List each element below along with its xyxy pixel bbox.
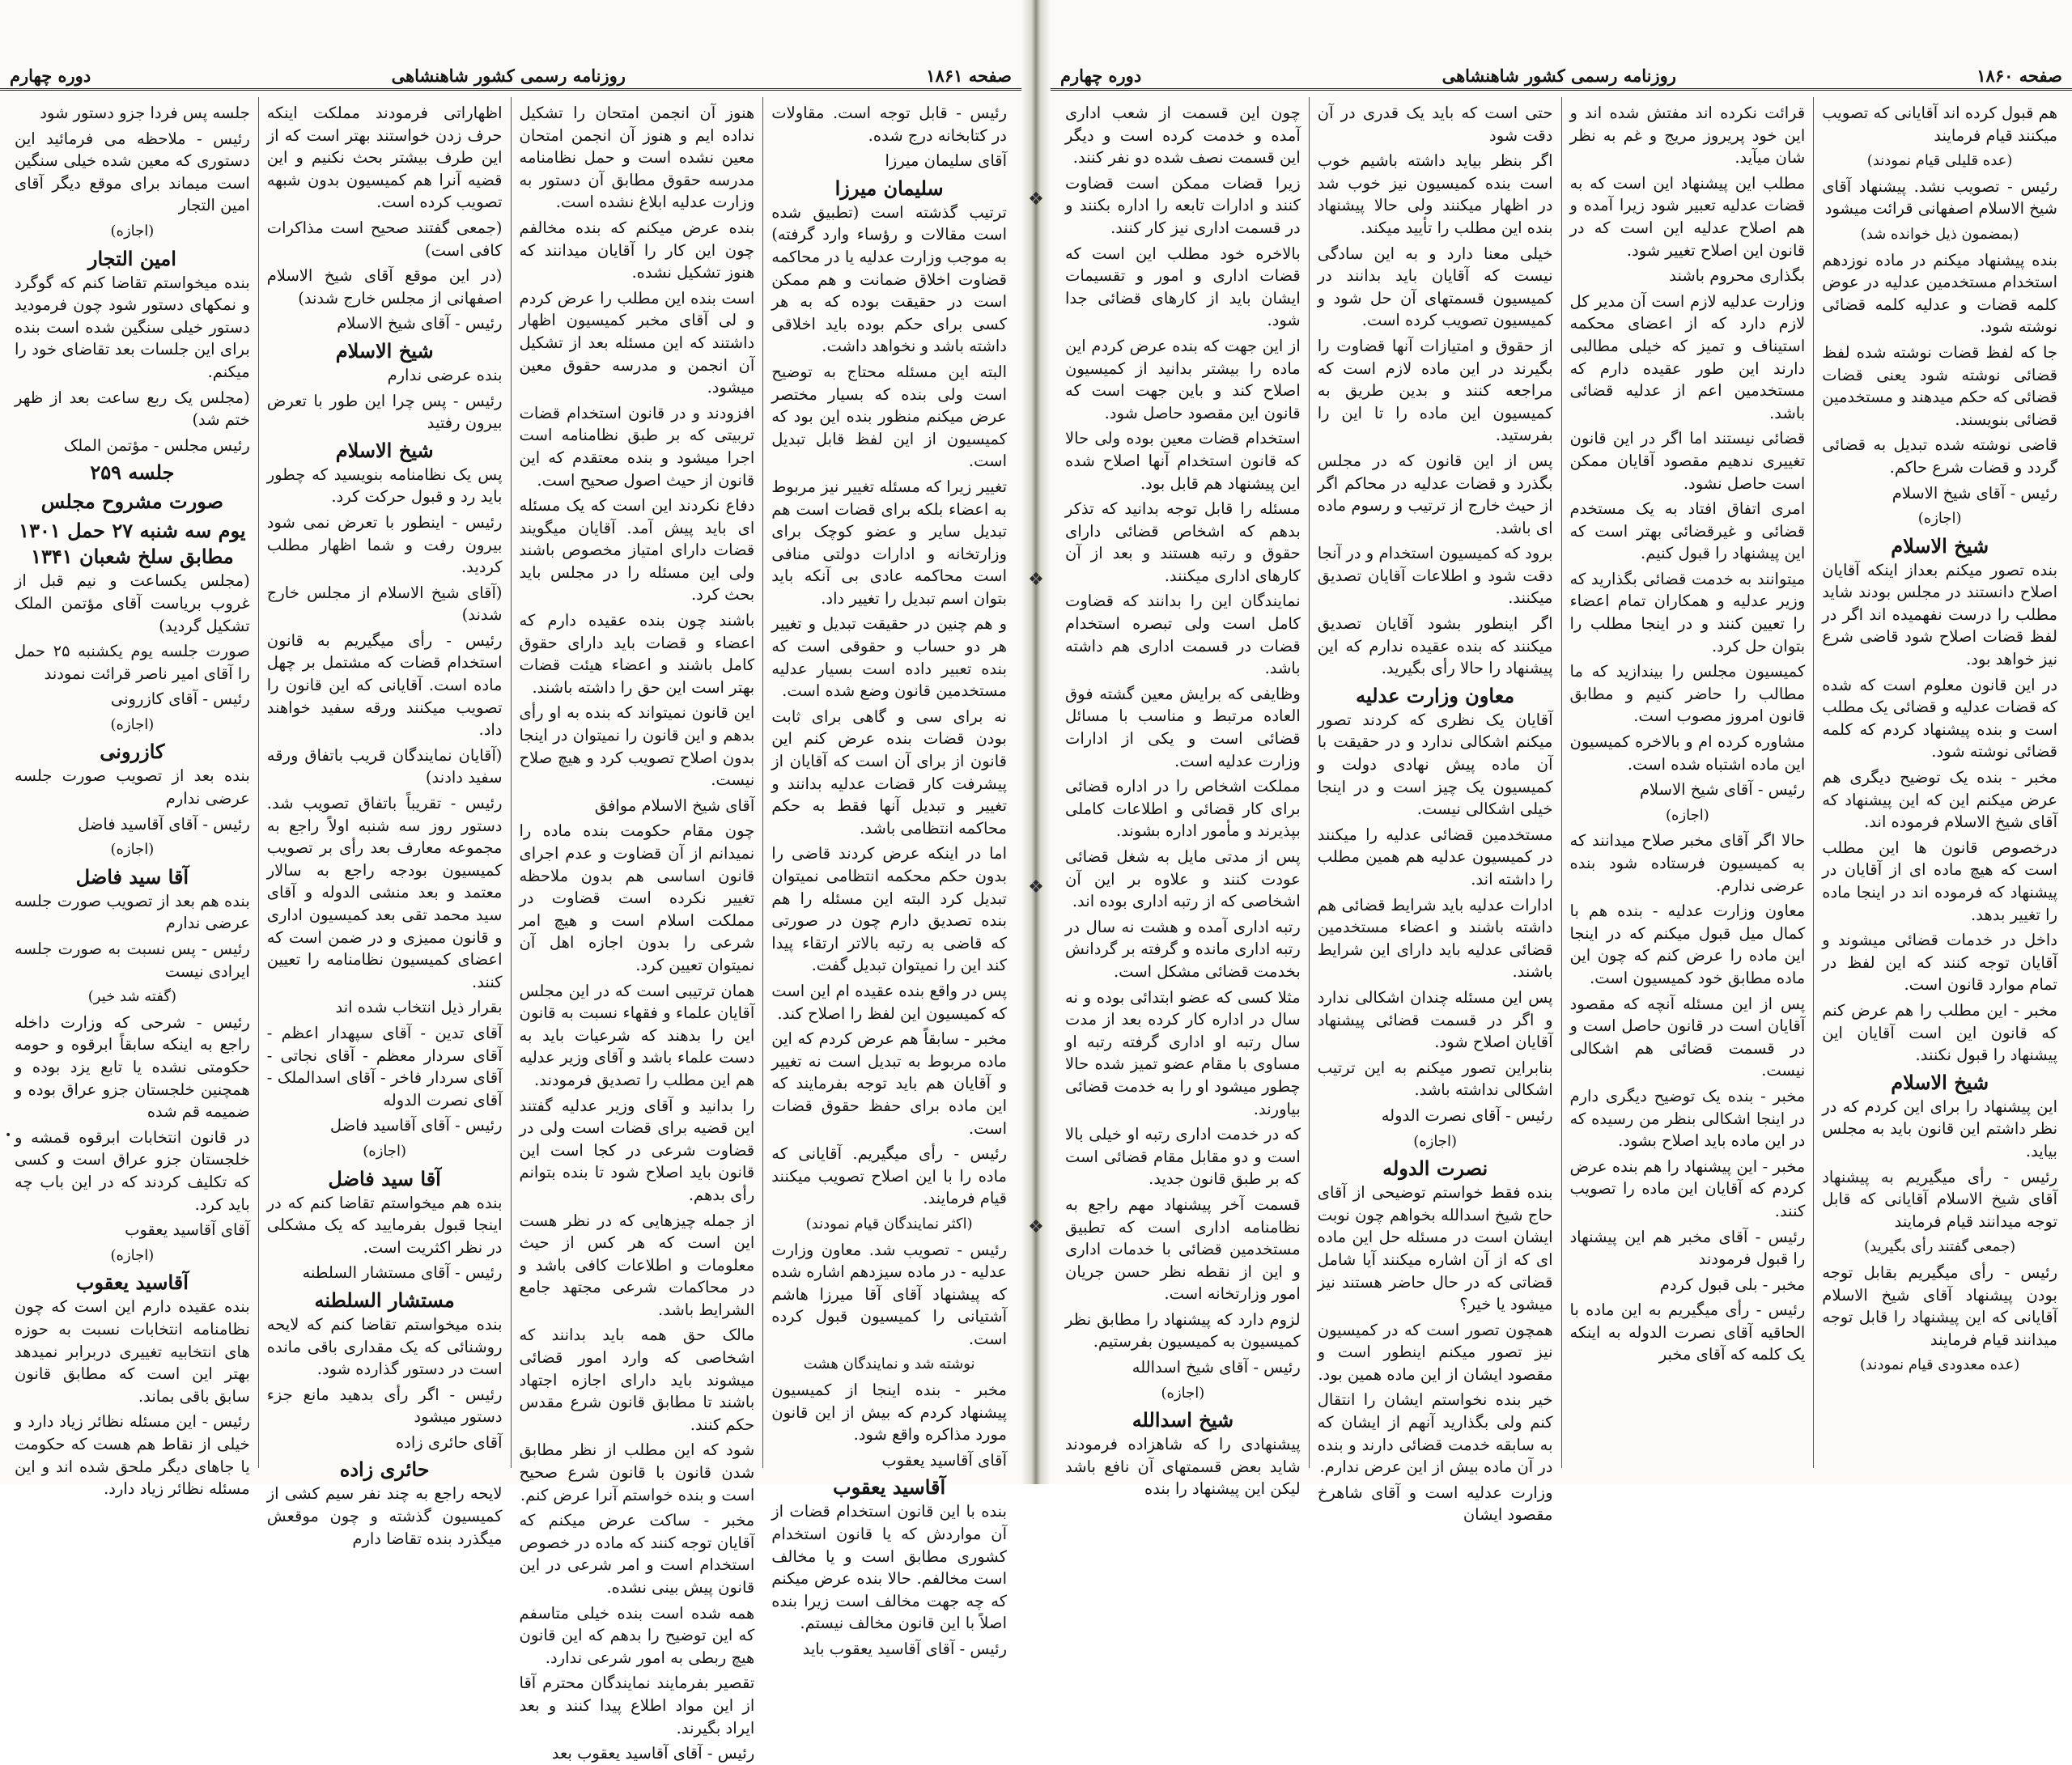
transcript-paragraph: هنوز آن انجمن امتحان را تشکیل نداده ایم و هنوز آن انجمن امتحان معین نشده است و حمل نظامنامه مدرسه حقوق مطابق آن دستور به وزارت عدلیه ابلاغ نشده است. xyxy=(519,104,755,212)
speaker-heading: امین التجار xyxy=(87,246,176,270)
transcript-paragraph: رئیس - پس نسبت به صورت جلسه ایرادی نیست xyxy=(15,940,250,981)
transcript-paragraph: همچون تصور است که در کمیسیون نیز تصور میکنم اینطور است و مقصود ایشان از این ماده همین بود. xyxy=(1317,1320,1553,1384)
transcript-paragraph: رئیس - رأی میگیریم. آقایانی که ماده را با این اصلاح تصویب میکنند قیام فرمایند. xyxy=(771,1144,1007,1208)
left-page-number: صفحه ۱۸۶۱ xyxy=(926,66,1012,86)
transcript-paragraph: آقای شیخ الاسلام موافق xyxy=(594,796,755,815)
procedural-note: (اجازه) xyxy=(363,1142,407,1160)
right-page-columns xyxy=(1057,97,2066,1525)
procedural-note: (اجازه) xyxy=(110,841,155,859)
transcript-paragraph: (آقایان نمایندگان قریب باتفاق ورقه سفید دادند) xyxy=(266,745,503,787)
transcript-paragraph: که در خدمت اداری رتبه او خیلی بالا است و دو مقابل مقام قضائی است که بر طبق قانون جدید. xyxy=(1065,1125,1301,1189)
transcript-paragraph: پس از این مسئله آنچه که مقصود آقایان است در قانون حاصل است و در قسمت قضائی هم اشکالی نیست. xyxy=(1569,994,1806,1080)
transcript-paragraph: نمایندگان این را بدانند که قضاوت کامل است ولی تبصره استخدام قضات در قسمت اداری هم داشته باشد. xyxy=(1065,592,1301,678)
transcript-paragraph: رئیس - آقای آقاسید یعقوب باید xyxy=(802,1640,1007,1658)
left-page-columns xyxy=(6,97,1015,1763)
transcript-paragraph: (در این موقع آقای شیخ الاسلام اصفهانی از مجلس خارج شدند) xyxy=(266,266,503,308)
procedural-note: (اجازه) xyxy=(1413,1132,1458,1150)
transcript-paragraph: قاضی نوشته شده تبدیل به قضائی گردد و قضات شرع حاکم. xyxy=(1822,435,2057,477)
procedural-note: (اکثر نمایندگان قیام نمودند) xyxy=(805,1215,973,1233)
transcript-paragraph: رئیس - شرحی که وزارت داخله راجع به اینکه سابقاً ابرقوه و حومه حکومتی نشده یا تابع یزد بوده و همچنین خلجستان جزو عراق بوده و ضمیمه قم شده xyxy=(15,1012,250,1122)
right-page-column-3 xyxy=(1309,97,1561,1525)
transcript-paragraph: باشند چون بنده عقیده دارم که اعضاء و قضات باید دارای حقوق کامل باشند و اعضاء هیئت قضات بهتر است این حق را داشته باشند. xyxy=(519,611,755,697)
transcript-paragraph: است بنده این مطلب را عرض کردم و لی آقای مخبر کمیسیون اظهار داشتند که این مسئله بعد از تشکیل آن انجمن و مدرسه حقوق معین میشود. xyxy=(519,288,755,397)
transcript-paragraph: بنده عقیده دارم این است که چون نظامنامه انتخابات نسبت به حوزه های انتخابیه تغییری دربرابر نمیدهد بهتر این است که مطابق قانون سابق باقی بماند. xyxy=(15,1297,250,1406)
transcript-paragraph: مخبر - بنده اینجا از کمیسیون پیشنهاد کردم که بیش از این قانون مورد مذاکره واقع شود. xyxy=(771,1381,1007,1445)
binding-ornament-icon: ❖ xyxy=(1028,877,1044,897)
right-page-column-1 xyxy=(1813,97,2066,1468)
left-page xyxy=(0,0,1021,1763)
transcript-paragraph: البته این مسئله محتاج به توضیح است ولی بنده که بسیار مختصر عرض میکنم منظور بنده این بود که کمیسیون از این لفظ قابل تبدیل است. xyxy=(771,362,1007,471)
transcript-paragraph: بنده فقط خواستم توضیحی از آقای حاج شیخ اسدالله بخواهم چون نوبت ایشان است در مسئله حل این ماده ای که از آن اشاره میکنند آیا شامل قضاتی که در حال حاضر هستند نیز میشود یا خیر؟ xyxy=(1317,1183,1553,1314)
transcript-paragraph: دفاع نکردند این است که یک مسئله ای باید پیش آمد. آقایان میگویند قضات دارای امتیاز مخصوص باشند ولی این مسئله را در مجلس باید بحث کرد. xyxy=(519,496,755,605)
speaker-heading: کازرونی xyxy=(100,740,165,764)
transcript-paragraph: تغییر زیرا که مسئله تغییر نیز مربوط به اعضاء بلکه برای قضات است هم تبدیل سایر و عضو کوچک برای وزارتخانه و ادارات دولتی منافی است محاکمه عادی بی آنکه باید بتوان اسم تبدیل را تغییر داد. xyxy=(771,477,1007,608)
speaker-heading: سلیمان میرزا xyxy=(834,176,944,200)
transcript-paragraph: حتی است که باید یک قدری در آن دقت شود xyxy=(1317,104,1553,145)
binding-ornament-icon: ❖ xyxy=(1028,570,1044,590)
transcript-paragraph: نه برای سی و گاهی برای ثابت بودن قضات بنده عرض کنم این قانون از برای آن است که آقایان از پیشرفت کار قضات عدلیه بدانند و تغییر و تبدیل آنها فقط به حکم محاکمه انتظامی باشد. xyxy=(771,706,1007,838)
transcript-paragraph: رئیس - آقای شیخ الاسلام xyxy=(1639,780,1806,800)
procedural-note: (اجازه) xyxy=(110,1246,155,1264)
transcript-paragraph: خیر بنده نخواستم ایشان را انتقال کنم ولی بگذارید آنهم از ایشان که به سابقه خدمت قضائی دارند و بنده در آن ماده بیش از این عرض ندارم. xyxy=(1317,1390,1553,1477)
transcript-paragraph: رئیس - رأی میگیریم به این ماده با الحاقیه آقای نصرت الدوله به اینکه یک کلمه که آقای مخبر xyxy=(1569,1300,1806,1364)
transcript-paragraph: مالک حق همه باید بدانند که اشخاصی که وارد امور قضائی میشوند باید دارای اجازه اجتهاد باشند تا مطابق قانون شرع مقدس حکم کنند. xyxy=(519,1326,755,1434)
transcript-paragraph: این پیشنهاد را برای این کردم که در نظر داشتم این قانون باید به مجلس بیاید. xyxy=(1822,1097,2057,1160)
transcript-paragraph: چون مقام حکومت بنده ماده را نمیدانم از آن قضاوت و عدم اجرای قانون اساسی هم بدون ملاحظه تغییر نکرده است قضاوت در مملکت اسلام است و هیچ امر شرعی را بدون اجازه اهل آن نمیتوان تعیین کرد. xyxy=(519,821,755,974)
transcript-paragraph: و هم چنین در حقیقت تبدیل و تغییر هر دو حساب و حقوقی است که بنده تعبیر داده است بسیار عدلیه مستخدمین قانون وضع شده است. xyxy=(771,614,1007,701)
transcript-paragraph: بنده تصور میکنم بعداز اینکه آقایان اصلاح دانستند در مجلس بودند شاید مطلب را درست نفهمیده اند اگر در لفظ قضات اصلاح شود قاضی شرع نیز خواهد بود. xyxy=(1822,560,2057,669)
right-page-masthead xyxy=(1051,63,2072,91)
speaker-heading: آقا سید فاضل xyxy=(328,1166,441,1190)
transcript-paragraph: بنده میخواستم تقاضا کنم که گوگرد و نمکهای دستور شود چون فرمودید دستور خیلی سنگین شده است بنده برای این جلسات بعد تقاضای خود را میکنم. xyxy=(15,273,250,381)
speaker-heading: نصرت الدوله xyxy=(1382,1156,1488,1181)
transcript-paragraph: وزارت عدلیه لازم است آن مدیر کل لازم دارد که از اعضای محکمه استیناف و تمیز که خیلی مطالبی دارند این طور عقیده دارم که مستخدمین اعم از عدلیه قضائی باشد. xyxy=(1569,291,1806,422)
transcript-paragraph: استخدام قضات معین بوده ولی حالا که قانون استخدام آنها اصلاح شده این پیشنهاد هم قابل بود. xyxy=(1065,429,1301,493)
transcript-paragraph: رئیس - آقای آقاسید یعقوب بعد xyxy=(551,1744,755,1763)
transcript-paragraph: بنده با این قانون استخدام قضات از آن مواردش که یا قانون استخدام کشوری مطابق است و یا مخالف است مخالفم. حالا بنده عرض میکنم که چه جهت مخالف است زیرا بنده اصلاً با این قانون مخالف نیستم. xyxy=(771,1502,1007,1633)
procedural-note: (جمعی گفتند رأی بگیرید) xyxy=(1864,1238,2016,1256)
left-page-term-label: دوره چهارم xyxy=(10,66,91,86)
speaker-heading: شیخ اسدالله xyxy=(1132,1408,1234,1432)
transcript-paragraph: پیشنهادی را که شاهزاده فرمودند شاید بعض قسمتهای آن نافع باشد لیکن این پیشنهاد را بنده xyxy=(1065,1435,1301,1499)
speaker-heading: شیخ الاسلام xyxy=(335,438,434,462)
transcript-paragraph: رئیس - اگر رأی بدهید مانع جزء دستور میشود xyxy=(266,1385,503,1427)
transcript-paragraph: افزودند و در قانون استخدام قضات تربیتی که بر طبق نظامنامه است اجرا میشود و بنده معتقدم که این قانون از حیث اصول صحیح است. xyxy=(519,403,755,490)
speaker-heading: مستشار السلطنه xyxy=(314,1288,455,1312)
transcript-paragraph: مملکت اشخاص را در اداره قضائی برای کار قضائی و اطلاعات کاملی بپذیرند و مأمور اداره بشوند. xyxy=(1065,777,1301,841)
transcript-paragraph: رئیس - رأی میگیریم به قانون استخدام قضات که مشتمل بر چهل ماده است. آقایانی که این قانون را تصویب میکنند ورقه سفید خواهند داد. xyxy=(266,630,503,740)
procedural-note: (اجازه) xyxy=(1665,806,1709,824)
transcript-paragraph: ترتیب گذشته است (تطبیق شده است مقالات و رؤساء وارد گرفته) به موجب وزارت عدلیه یا در محاکمه قضاوت اخلاق ضمانت و هم ممکن است در حقیقت بوده که به هر کسی برای حکم بوده باید اخلاقی داشته باشد و نخواهد داشت. xyxy=(771,202,1007,356)
left-page-gazette-title: روزنامه رسمی کشور شاهنشاهی xyxy=(391,66,626,86)
binding-ornament-icon: ❖ xyxy=(1028,189,1044,210)
transcript-paragraph: اگر اینطور بشود آقایان تصدیق میکنند که بنده عقیده ندارم که این پیشنهاد را حالا رأی بگیرید. xyxy=(1317,614,1553,678)
left-page-column-1 xyxy=(762,97,1015,1658)
right-page-column-2 xyxy=(1561,97,1814,1468)
transcript-paragraph: امری اتفاق افتاد به یک مستخدم قضائی و غیرقضائی بهتر است که این پیشنهاد را قبول کنیم. xyxy=(1569,499,1806,563)
transcript-paragraph: شود که این مطلب از نظر مطابق شدن قانون با قانون شرع صحیح است و بنده خواستم آنرا عرض کنم. xyxy=(519,1440,755,1504)
transcript-paragraph: قسمت آخر پیشنهاد مهم راجع به نظامنامه اداری است که تطبیق مستخدمین قضائی با خدمات اداری و این از نقطه نظر حسن جریان امور وزارتخانه است. xyxy=(1065,1194,1301,1304)
transcript-paragraph: وزارت عدلیه است و آقای شاهرخ مقصود ایشان xyxy=(1317,1483,1553,1525)
transcript-paragraph: جا که لفظ قضات نوشته شده لفظ قضائی نوشته شود یعنی قضات قضائی که حکم میدهند و مستخدمین قضائی بنویسند. xyxy=(1822,342,2057,429)
transcript-paragraph: آقایان یک نظری که کردند تصور میکنم اشکالی ندارد و در حقیقت با آن ماده پیش نهادی دولت و کمیسیون یک چیز است و در اینجا خیلی اشکالی نیست. xyxy=(1317,710,1553,819)
procedural-note: (اجازه) xyxy=(110,222,155,240)
transcript-paragraph: (مجلس یک ربع ساعت بعد از ظهر ختم شد) xyxy=(15,388,250,430)
transcript-paragraph: رئیس - تصویب نشد. پیشنهاد آقای شیخ الاسلام اصفهانی قرائت میشود xyxy=(1822,176,2057,219)
procedural-note: (اجازه) xyxy=(1917,510,1962,528)
transcript-paragraph: پس از این قانون که در مجلس بگذرد و قضات عدلیه در محاکم اگر از حیث خارج از ترتیب و رسوم ماده ای باشد. xyxy=(1317,451,1553,537)
transcript-paragraph: اما در اینکه عرض کردند قاضی را بدون حکم محکمه انتظامی نمیتوان تبدیل کرد البته این مسئله را هم بنده تصدیق دارم چون در صورتی که قاضی به رتبه بالاتر ارتقاء پیدا کند این را نمیتوان تبدیل گفت. xyxy=(771,844,1007,975)
speaker-heading: شیخ الاسلام xyxy=(1891,533,1989,558)
procedural-note: (عده معدودی قیام نمودند) xyxy=(1859,1356,2020,1374)
right-page-column-4 xyxy=(1057,97,1309,1499)
procedural-note: (عده قلیلی قیام نمودند) xyxy=(1866,152,2013,170)
transcript-paragraph: وظایفی که برایش معین گشته فوق العاده مرتبط و مناسب با مسائل قضائی است و یکی از ادارات وزارت عدلیه است. xyxy=(1065,684,1301,770)
left-page-masthead xyxy=(0,63,1021,91)
transcript-paragraph: بنده هم میخواستم تقاضا کنم که در اینجا قبول بفرمایید که یک مشکلی در نظر اکثریت است. xyxy=(266,1193,503,1257)
transcript-paragraph: مخبر - این پیشنهاد را هم بنده عرض کردم که آقایان این ماده را تصویب کنند. xyxy=(1569,1156,1806,1220)
transcript-paragraph: زیرا قضات ممکن است قضاوت کنند و ادارات تابعه را اداره بکنند و در قسمت اداری نیز کار کنند. xyxy=(1065,173,1301,237)
transcript-paragraph: مخبر - ساکت عرض میکنم که آقایان توجه کنند که ماده در خصوص استخدام است و امر شرعی در این قانون پیش بینی نشده. xyxy=(519,1511,755,1597)
transcript-paragraph: حالا اگر آقای مخبر صلاح میدانند که به کمیسیون فرستاده شود بنده عرضی ندارم. xyxy=(1569,831,1806,895)
transcript-paragraph: رئیس - رأی میگیریم بقابل توجه بودن پیشنهاد آقای شیخ الاسلام آقایانی که این پیشنهاد را قابل توجه میدانند قیام فرمایند xyxy=(1822,1262,2057,1349)
transcript-paragraph: مخبر - بلی قبول کردم xyxy=(1659,1275,1806,1294)
procedural-note: نوشته شد و نمایندگان هشت xyxy=(803,1356,975,1373)
margin-mark-icon: • xyxy=(5,1129,12,1142)
speaker-heading: آقاسید یعقوب xyxy=(75,1271,189,1295)
transcript-paragraph: رئیس - تصویب شد. معاون وزارت عدلیه - در ماده سیزدهم اشاره شده که پیشنهاد آقای آقا میرزا هاشم آشتیانی را کمیسیون قبول کرده است. xyxy=(771,1240,1007,1348)
transcript-paragraph: قضائی نیستند اما اگر در این قانون تغییری ندهیم مقصود آقایان ممکن است حاصل نشود. xyxy=(1569,429,1806,493)
procedural-note: (اجازه) xyxy=(1161,1384,1205,1402)
transcript-paragraph: بنابراین تصور میکنم به این ترتیب اشکالی نداشته باشد. xyxy=(1317,1058,1553,1100)
transcript-paragraph: همان ترتیبی است که در این مجلس آقایان علماء و فقهاء نسبت به قانون این را بدهند که شرعیات باید به دست علماء باشد و آقای وزیر عدلیه هم این مطلب را تصدیق فرمودند. xyxy=(519,981,755,1089)
speaker-heading: شیخ الاسلام xyxy=(1891,1070,1989,1094)
transcript-paragraph: (مجلس یکساعت و نیم قبل از غروب بریاست آقای مؤتمن الملک تشکیل گردید) xyxy=(15,571,250,635)
transcript-paragraph: بنده پیشنهاد میکنم در ماده نوزدهم استخدام مستخدمین عدلیه در عوض کلمه قضات و عدلیه کلمه قضائی نوشته شود. xyxy=(1822,250,2057,337)
binding-ornament-icon: ❖ xyxy=(1028,1217,1044,1237)
transcript-paragraph: مثلا کسی که عضو ابتدائی بوده و نه سال در اداره کار کرده بعد از مدت سال رتبه او اداری گرفته رتبه او مساوی با مقام عضو تمیز شده حالا چطور میشود او را به خدمت قضائی بیاورند. xyxy=(1065,987,1301,1118)
transcript-paragraph: بنده هم بعد از تصویب صورت جلسه عرضی ندارم xyxy=(15,891,250,933)
transcript-paragraph: بگذاری محروم باشند xyxy=(1669,266,1806,286)
transcript-paragraph: مشاوره کرده ام و بالاخره کمیسیون این ماده اشتباه شده است. xyxy=(1569,732,1806,774)
transcript-paragraph: آقای تدین - آقای سپهدار اعظم - آقای سردار معظم - آقای نجاتی - آقای سردار فاخر - آقای اسدالملک - آقای نصرت الدوله xyxy=(266,1023,503,1109)
transcript-paragraph: در این قانون معلوم است که شده که قضات عدلیه و قضائی یک مطلب است و بنده پیشنهاد کردم که کلمه قضائی نوشته شود. xyxy=(1822,675,2057,762)
transcript-paragraph: درخصوص قانون ها این مطلب است که هیچ ماده ای از آقایان در پیشنهاد که فرموده اند در اینجا ماده را تغییر بدهد. xyxy=(1822,838,2057,924)
transcript-paragraph: از این جهت که بنده عرض کردم این ماده را بیشتر بدانید از کمیسیون اصلاح کند و باین جهت است که قانون این مقصود حاصل شود. xyxy=(1065,336,1301,422)
transcript-paragraph: صورت جلسه یوم یکشنبه ۲۵ حمل را آقای امیر ناصر قرائت نمودند xyxy=(15,642,250,683)
right-page-number: صفحه ۱۸۶۰ xyxy=(1976,66,2062,86)
transcript-paragraph: آقای آقاسید یعقوب xyxy=(881,1450,1007,1470)
transcript-paragraph: اظهاراتی فرمودند مملکت اینکه حرف زدن خواستند بهتر است که از این طرف بیشتر بحث نکنیم و این قضیه آنرا هم کمیسیون بدون شبهه تصویب کرده است. xyxy=(266,104,503,212)
left-page-column-2 xyxy=(511,97,763,1763)
transcript-paragraph: برود که کمیسیون استخدام و در آنجا دقت شود و اطلاعات آقایان تصدیق میکنند. xyxy=(1317,544,1553,608)
speaker-heading: صورت مشروح مجلس xyxy=(40,490,223,514)
transcript-paragraph: مخبر - بنده یک توضیح دیگری هم عرض میکنم این که این پیشنهاد که آقای شیخ الاسلام فرموده اند. xyxy=(1822,768,2057,832)
page-gutter xyxy=(1021,0,1051,1484)
transcript-paragraph: لایحه راجع به چند نفر سیم کشی از کمیسیون گذشته و چون موقعش میگذرد بنده تقاضا دارم xyxy=(266,1484,503,1548)
speaker-heading: آقا سید فاضل xyxy=(75,864,189,889)
transcript-paragraph: بقرار ذیل انتخاب شده اند xyxy=(335,998,503,1017)
transcript-paragraph: پس از مدتی مایل به شغل قضائی عودت کنند و علاوه بر این آن اشخاصی که از رتبه اداری بوده اند. xyxy=(1065,847,1301,911)
transcript-paragraph: مخبر - این مطلب را هم عرض کنم که قانون این است آقایان این پیشنهاد را قبول نکنند. xyxy=(1822,1000,2057,1065)
transcript-paragraph: رئیس - اینطور با تعرض نمی شود بیرون رفت و شما اظهار مطلب کردید. xyxy=(266,512,503,577)
transcript-paragraph: آقای سلیمان میرزا xyxy=(885,151,1007,171)
transcript-paragraph: رئیس مجلس - مؤتمن الملک xyxy=(63,435,250,455)
speaker-heading: حائری زاده xyxy=(339,1457,430,1482)
transcript-paragraph: رئیس - آقای مخبر هم این پیشنهاد را قبول فرمودند xyxy=(1569,1227,1806,1269)
transcript-paragraph: جلسه پس فردا جزو دستور شود xyxy=(40,104,250,122)
speaker-heading: معاون وزارت عدلیه xyxy=(1356,683,1515,707)
speaker-heading: شیخ الاسلام xyxy=(335,338,434,363)
transcript-paragraph: مخبر - سابقاً هم عرض کردم که این ماده مربوط به تبدیل است نه تغییر و آقایان هم باید توجه بفرمایند که این ماده برای حفظ حقوق قضات است. xyxy=(771,1029,1007,1138)
transcript-paragraph: بنده میخواستم تقاضا کنم که لایحه روشنائی که یک مقداری باقی مانده است در دستور گذارده شود. xyxy=(266,1314,503,1379)
transcript-paragraph: رئیس - قابل توجه است. مقاولات در کتابخانه درج شده. xyxy=(771,104,1007,145)
transcript-paragraph: لزوم دارد که پیشنهاد را مطابق نظر کمیسیون به کمیسیون بفرستیم. xyxy=(1065,1309,1301,1351)
transcript-paragraph: میتوانند به خدمت قضائی بگذارید که وزیر عدلیه و همکاران تمام اعضاء را تعیین کنند و در اینجا مطلب را بتوان حل کرد. xyxy=(1569,569,1806,656)
transcript-paragraph: کمیسیون مجلس را بیندازید که ما مطالب را حاضر کنیم و مطابق قانون امروز مصوب است. xyxy=(1569,662,1806,726)
transcript-paragraph: آقای آقاسید یعقوب xyxy=(125,1220,250,1240)
transcript-paragraph: رئیس - این مسئله نظائر زیاد دارد و خیلی از نقاط هم هست که حکومت یا جاهای دیگر ملحق شده اند و این مسئله نظائر زیاد دارد. xyxy=(15,1412,250,1499)
transcript-paragraph: رئیس - آقای شیخ الاسلام xyxy=(337,314,503,333)
transcript-paragraph: در قانون انتخابات ابرقوه قمشه و خلجستان جزو عراق است و کسی که تکلیف کردند که در این باب چه باید کرد. xyxy=(15,1127,250,1214)
transcript-paragraph: داخل در خدمات قضائی میشوند و آقایان توجه کنند که این لفظ در تمام موارد قانون است. xyxy=(1822,931,2057,995)
left-page-column-3 xyxy=(258,97,511,1548)
transcript-paragraph: رئیس - آقای مستشار السلطنه xyxy=(302,1263,503,1283)
transcript-paragraph: معاون وزارت عدلیه - بنده هم با کمال میل قبول میکنم که در اینجا این ماده را عرض کنم که چون این ماده مطابق خود کمیسیون است. xyxy=(1569,902,1806,987)
transcript-paragraph: از حقوق و امتیازات آنها قضاوت را بگیرند در این ماده لازم است که مراجعه کنند و بدین طریق به کمیسیون این ماده را تا این را بفرستید. xyxy=(1317,336,1553,445)
transcript-paragraph: پس یک نظامنامه بنویسید که چطور باید رد و قبول حرکت کرد. xyxy=(266,465,503,507)
transcript-paragraph: مستخدمین قضائی عدلیه را میکنند در کمیسیون عدلیه هم همین مطلب را داشته اند. xyxy=(1317,825,1553,889)
speaker-heading: آقاسید یعقوب xyxy=(833,1475,946,1500)
procedural-note: (گفته شد خیر) xyxy=(87,988,176,1006)
speaker-heading: جلسه ۲۵۹ xyxy=(90,460,175,485)
transcript-paragraph: رئیس - پس چرا این طور با تعرض بیرون رفتید xyxy=(266,391,503,433)
transcript-paragraph: چون این قسمت از شعب اداری آمده و خدمت کرده است و دیگر این قسمت نصف شده دو نفر کنند. xyxy=(1065,104,1301,168)
transcript-paragraph: رئیس - تقریباً باتفاق تصویب شد. دستور روز سه شنبه اولاً راجع به مجموعه معارف بعد رأی بر تصویب کمیسیون بودجه راجع به سالار معتمد و بعد منشی الدوله و آقای سید محمد تقی بعد کمیسیون اداری و قانون ممیزی و در ضمن است که اعضای کمیسیون نظامنامه را تعیین کنند. xyxy=(266,794,503,991)
transcript-paragraph: مطلب این پیشنهاد این است که به قضات عدلیه تعبیر شود زیرا آمده و هم اصلاح عدلیه این است که در قانون این اصلاح تغییر شود. xyxy=(1569,173,1806,260)
transcript-paragraph: رتبه اداری آمده و هشت نه سال در رتبه اداری مانده و گرفته بر گردانش بخدمت قضائی مشکل است. xyxy=(1065,917,1301,981)
speaker-heading: یوم سه شنبه ۲۷ حمل ۱۳۰۱ مطابق سلخ شعبان ۱۳۴۱ xyxy=(19,519,246,569)
transcript-paragraph: (آقای شیخ الاسلام از مجلس خارج شدند) xyxy=(266,583,503,625)
left-page-column-4 xyxy=(6,97,258,1499)
procedural-note: (اجازه) xyxy=(110,715,155,733)
transcript-paragraph: رئیس - آقای شیخ اسدالله xyxy=(1132,1358,1301,1377)
transcript-paragraph: بنده بعد از تصویب صورت جلسه عرضی ندارم xyxy=(15,766,250,808)
transcript-paragraph: پس در واقع بنده عقیده ام این است که کمیسیون این لفظ را اصلاح کند. xyxy=(771,981,1007,1023)
transcript-paragraph: این قانون نمیتواند که بنده به او رأی بدهم و این قانون را نمیتوان در اینجا بدون اصلاح تصویب کرد و هیچ صلاح نیست. xyxy=(519,703,755,790)
right-page xyxy=(1051,0,2072,1525)
procedural-note: (بمضمون ذیل خوانده شد) xyxy=(1860,225,2019,243)
transcript-paragraph: (جمعی گفتند صحیح است مذاکرات کافی است) xyxy=(266,218,503,260)
transcript-paragraph: رئیس - آقای نصرت الدوله xyxy=(1381,1105,1553,1125)
transcript-paragraph: اگر بنظر بیاید داشته باشیم خوب است بنده کمیسیون نیز خوب شد در اظهار میکنند ولی حالا پیشنهاد بنده این مطلب را تأیید میکند. xyxy=(1317,151,1553,237)
transcript-paragraph: هم قبول کرده اند آقایانی که تصویب میکنند قیام فرمایند xyxy=(1822,104,2057,145)
transcript-paragraph: پس این مسئله چندان اشکالی ندارد و اگر در قسمت قضائی پیشنهاد آقایان اصلاح شود. xyxy=(1317,987,1553,1052)
transcript-paragraph: خیلی معنا دارد و به این سادگی نیست که آقایان باید بدانند در کمیسیون قسمتهای آن حل شود و کمیسیون تصویب کرده است. xyxy=(1317,244,1553,330)
transcript-paragraph: ادارات عدلیه باید شرایط قضائی هم داشته باشند و اعضاء مستخدمین قضائی عدلیه باید دارای این شرایط باشند. xyxy=(1317,895,1553,982)
right-page-gazette-title: روزنامه رسمی کشور شاهنشاهی xyxy=(1441,66,1676,86)
transcript-paragraph: قرائت نکرده اند مفتش شده اند و این خود پریروز مریج و غم به نظر شان میآید. xyxy=(1569,104,1806,168)
transcript-paragraph: بالاخره خود مطلب این است که قضات اداری و امور و تقسیمات ایشان باید از کارهای قضائی جدا شود. xyxy=(1065,244,1301,330)
transcript-paragraph: مخبر - بنده یک توضیح دیگری دارم در اینجا اشکالی بنظر من رسیده که در این ماده باید اصلاح بشود. xyxy=(1569,1086,1806,1151)
transcript-paragraph: رئیس - ملاحظه می فرمائید این دستوری که معین شده خیلی سنگین است میماند برای موقع دیگر آقای امین التجار xyxy=(15,129,250,215)
transcript-paragraph: رئیس - آقای آقاسید فاضل xyxy=(329,1116,503,1135)
transcript-paragraph: آقای حائری زاده xyxy=(395,1432,503,1452)
transcript-paragraph: رئیس - آقای شیخ الاسلام xyxy=(1892,483,2057,503)
right-page-term-label: دوره چهارم xyxy=(1060,66,1142,86)
transcript-paragraph: را بدانید و آقای وزیر عدلیه گفتند این قضیه برای قضات است ولی در قضاوت شرعی در کجا است این قانون باید اصلاح شود تا بنده بتوانم رأی بدهم. xyxy=(519,1096,755,1204)
transcript-paragraph: رئیس - رأی میگیریم به پیشنهاد آقای شیخ الاسلام آقایانی که قابل توجه میدانند قیام فرمایند xyxy=(1822,1167,2057,1231)
transcript-paragraph: بنده عرضی ندارم xyxy=(387,365,503,384)
transcript-paragraph: مسئله را قابل توجه بدانید که تذکر بدهم که اشخاص قضائی دارای حقوق و رتبه هستند و بعد از آن کارهای اداری میکنند. xyxy=(1065,499,1301,585)
transcript-paragraph: رئیس - آقای آقاسید فاضل xyxy=(78,814,250,834)
transcript-paragraph: رئیس - آقای کازرونی xyxy=(110,689,250,709)
transcript-paragraph: از جمله چیزهایی که در نظر هست این است که هر کس از حیث معلومات و اطلاعات کافی باشد و در محاکمات شرعی مجتهد جامع الشرایط باشد. xyxy=(519,1211,755,1319)
transcript-paragraph: بنده عرض میکنم که بنده مخالفم چون این کار را آقایان میدانند که هنوز تشکیل نشده. xyxy=(519,218,755,282)
transcript-paragraph: همه شده است بنده خیلی متاسفم که این توضیح را بدهم که این قانون هیچ ربطی به امور شرعی ندارد. xyxy=(519,1603,755,1667)
transcript-paragraph: تقصیر بفرمایند نمایندگان محترم آقا از این مواد اطلاع پیدا کنند و بعد ایراد بگیرند. xyxy=(519,1674,755,1737)
